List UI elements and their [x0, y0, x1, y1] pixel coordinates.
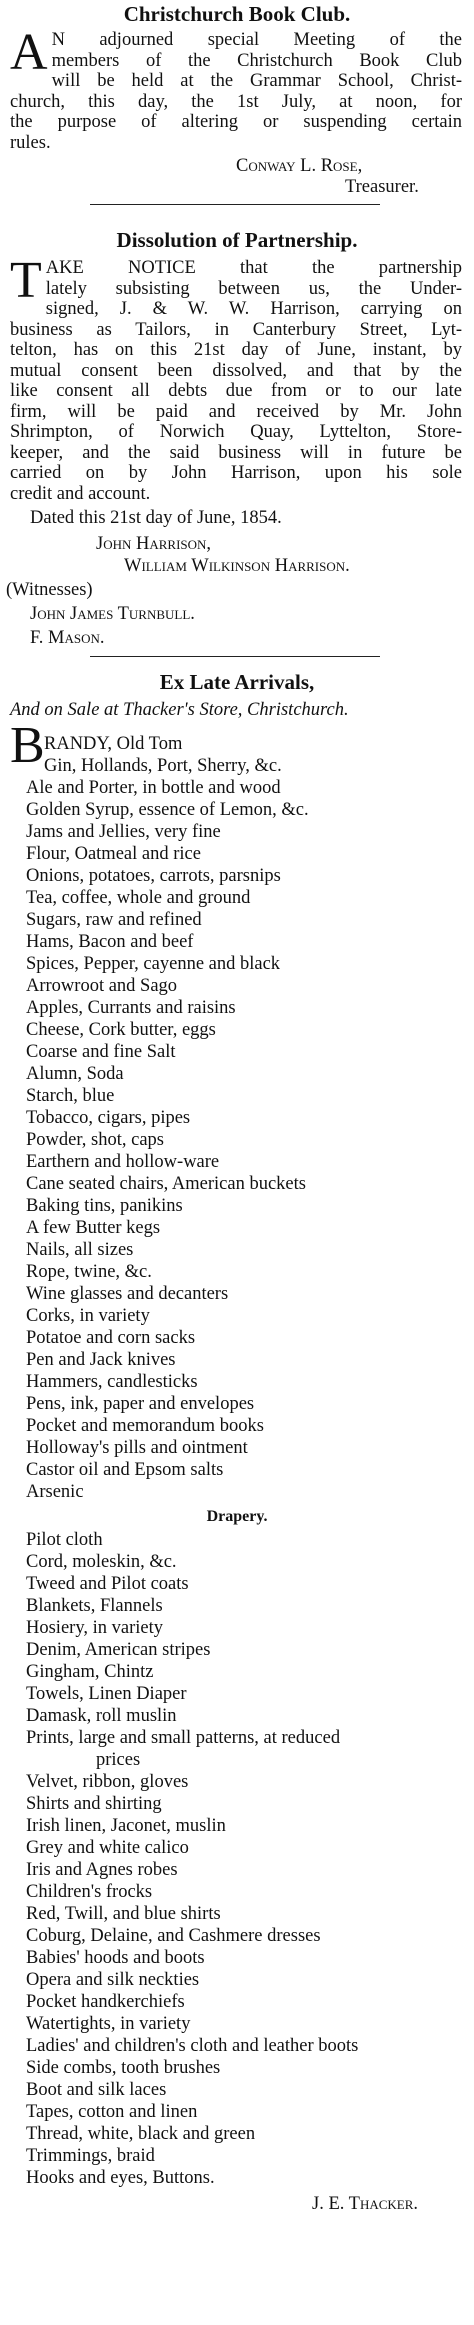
list-item: Cord, moleskin, &c.: [26, 1552, 177, 1572]
divider: [90, 656, 380, 657]
list-item: Thread, white, black and green: [26, 2124, 256, 2144]
arrivals-drop-cap: B: [10, 717, 45, 774]
list-item: Denim, American stripes: [26, 1640, 211, 1660]
bookclub-body: [10, 24, 462, 153]
list-item: Cheese, Cork butter, eggs: [26, 1020, 216, 1040]
witness-1: John James Turnbull.: [30, 604, 195, 624]
list-item: Onions, potatoes, carrots, parsnips: [26, 866, 281, 886]
list-item: Alumn, Soda: [26, 1064, 124, 1084]
list-item: Opera and silk neckties: [26, 1970, 200, 1990]
dissolution-line: business as Tailors, in Canterbury Street, Lyt-: [10, 319, 462, 340]
list-item: Baking tins, panikins: [26, 1196, 183, 1216]
dissolution-line: signed, J. & W. W. Harrison, carrying on: [45, 299, 462, 319]
list-item: Nails, all sizes: [26, 1240, 134, 1260]
list-item: Red, Twill, and blue shirts: [26, 1904, 221, 1924]
list-item: Iris and Agnes robes: [26, 1860, 178, 1880]
list-item: Tweed and Pilot coats: [26, 1574, 189, 1594]
list-item: Arsenic: [26, 1482, 84, 1502]
list-item: Gingham, Chintz: [26, 1662, 154, 1682]
bookclub-signer: Conway L. Rose,: [236, 156, 363, 176]
list-item: Children's frocks: [26, 1882, 153, 1902]
list-item: Coburg, Delaine, and Cashmere dresses: [26, 1926, 321, 1946]
list-item: Cane seated chairs, American buckets: [26, 1174, 306, 1194]
list-item: Arrowroot and Sago: [26, 976, 178, 996]
dissolution-line: telton, has on this 21st day of June, instant, by: [10, 340, 462, 360]
list-item: Starch, blue: [26, 1086, 115, 1106]
list-item: Coarse and fine Salt: [26, 1042, 176, 1062]
dissolution-line: keeper, and the said business will in future be: [10, 442, 462, 463]
bookclub-heading: Christchurch Book Club.: [123, 2, 351, 26]
list-item: Pens, ink, paper and envelopes: [26, 1394, 255, 1414]
dissolution-line: firm, will be paid and received by Mr. John: [10, 401, 462, 422]
list-item: Pen and Jack knives: [26, 1350, 176, 1370]
list-item: Prints, large and small patterns, at reduced: [26, 1728, 341, 1748]
bookclub-line: rules.: [10, 132, 51, 153]
dissolution-dated: Dated this 21st day of June, 1854.: [30, 508, 282, 528]
arrivals-first-line: RANDY, Old Tom: [44, 734, 183, 754]
dissolution-line: credit and account.: [10, 483, 151, 504]
list-item: Trimmings, braid: [26, 2146, 155, 2166]
list-item: Jams and Jellies, very fine: [26, 822, 221, 842]
list-item: prices: [96, 1750, 141, 1770]
dissolution-body: [10, 252, 462, 504]
dissolution-signer-2: William Wilkinson Harrison.: [124, 556, 350, 576]
list-item: Gin, Hollands, Port, Sherry, &c.: [44, 756, 282, 776]
list-item: Pocket handkerchiefs: [26, 1992, 185, 2012]
list-item: Hammers, candlesticks: [26, 1372, 198, 1392]
list-item: Hams, Bacon and beef: [26, 932, 194, 952]
dissolution-signer-1: John Harrison,: [96, 534, 212, 554]
arrivals-signer: J. E. Thacker.: [312, 2194, 419, 2214]
list-item: Blankets, Flannels: [26, 1596, 163, 1616]
witnesses-label: (Witnesses): [6, 580, 93, 600]
list-item: Rope, twine, &c.: [26, 1262, 152, 1282]
list-item: Velvet, ribbon, gloves: [26, 1772, 189, 1792]
bookclub-signer-title: Treasurer.: [345, 177, 419, 197]
list-item: Ladies' and children's cloth and leather boots: [26, 2036, 359, 2056]
list-item: Hosiery, in variety: [26, 1618, 163, 1638]
dissolution-line: AKE NOTICE that the partnership: [45, 258, 462, 278]
dissolution-heading: Dissolution of Partnership.: [116, 228, 358, 252]
dissolution-line: like consent all debts due from or to our late: [10, 381, 462, 401]
list-item: Spices, Pepper, cayenne and black: [26, 954, 281, 974]
list-item: Flour, Oatmeal and rice: [26, 844, 201, 864]
bookclub-line: members of the Christchurch Book Club: [51, 50, 462, 71]
dissolution-line: lately subsisting between us, the Under-: [45, 278, 462, 299]
arrivals-heading: Ex Late Arrivals,: [159, 670, 315, 694]
list-item: A few Butter kegs: [26, 1218, 161, 1238]
bookclub-drop-cap: A: [10, 24, 48, 81]
list-item: Powder, shot, caps: [26, 1130, 164, 1150]
list-item: Towels, Linen Diaper: [26, 1684, 187, 1704]
list-item: Hooks and eyes, Buttons.: [26, 2168, 215, 2188]
list-item: Tobacco, cigars, pipes: [26, 1108, 191, 1128]
list-item: Damask, roll muslin: [26, 1706, 177, 1726]
witness-2: F. Mason.: [30, 628, 105, 648]
list-item: Tapes, cotton and linen: [26, 2102, 198, 2122]
list-item: Potatoe and corn sacks: [26, 1328, 196, 1348]
list-item: Pocket and memorandum books: [26, 1416, 264, 1436]
list-item: Golden Syrup, essence of Lemon, &c.: [26, 800, 309, 820]
dissolution-line: carried on by John Harrison, upon his sole: [10, 463, 462, 483]
list-item: Tea, coffee, whole and ground: [26, 888, 251, 908]
list-item: Boot and silk laces: [26, 2080, 167, 2100]
dissolution-drop-cap: T: [10, 252, 42, 309]
list-item: Side combs, tooth brushes: [26, 2058, 221, 2078]
list-item: Apples, Currants and raisins: [26, 998, 236, 1018]
list-item: Grey and white calico: [26, 1838, 189, 1858]
divider: [90, 204, 380, 205]
bookclub-line: church, this day, the 1st July, at noon, for: [10, 91, 462, 112]
bookclub-line: the purpose of altering or suspending certain: [10, 112, 462, 132]
bookclub-line: will be held at the Grammar School, Christ-: [51, 71, 462, 91]
list-item: Pilot cloth: [26, 1530, 103, 1550]
drapery-heading: Drapery.: [206, 1508, 268, 1525]
list-item: Wine glasses and decanters: [26, 1284, 229, 1304]
list-item: Babies' hoods and boots: [26, 1948, 205, 1968]
dissolution-line: mutual consent been dissolved, and that by the: [10, 360, 462, 381]
arrivals-subheading: And on Sale at Thacker's Store, Christchurch.: [10, 700, 349, 720]
list-item: Watertights, in variety: [26, 2014, 191, 2034]
list-item: Sugars, raw and refined: [26, 910, 202, 930]
list-item: Ale and Porter, in bottle and wood: [26, 778, 281, 798]
list-item: Earthern and hollow-ware: [26, 1152, 220, 1172]
list-item: Irish linen, Jaconet, muslin: [26, 1816, 226, 1836]
list-item: Holloway's pills and ointment: [26, 1438, 248, 1458]
list-item: Shirts and shirting: [26, 1794, 162, 1814]
dissolution-line: Shrimpton, of Norwich Quay, Lyttelton, Store-: [10, 422, 462, 442]
bookclub-line: N adjourned special Meeting of the: [51, 30, 462, 50]
list-item: Corks, in variety: [26, 1306, 150, 1326]
list-item: Castor oil and Epsom salts: [26, 1460, 224, 1480]
